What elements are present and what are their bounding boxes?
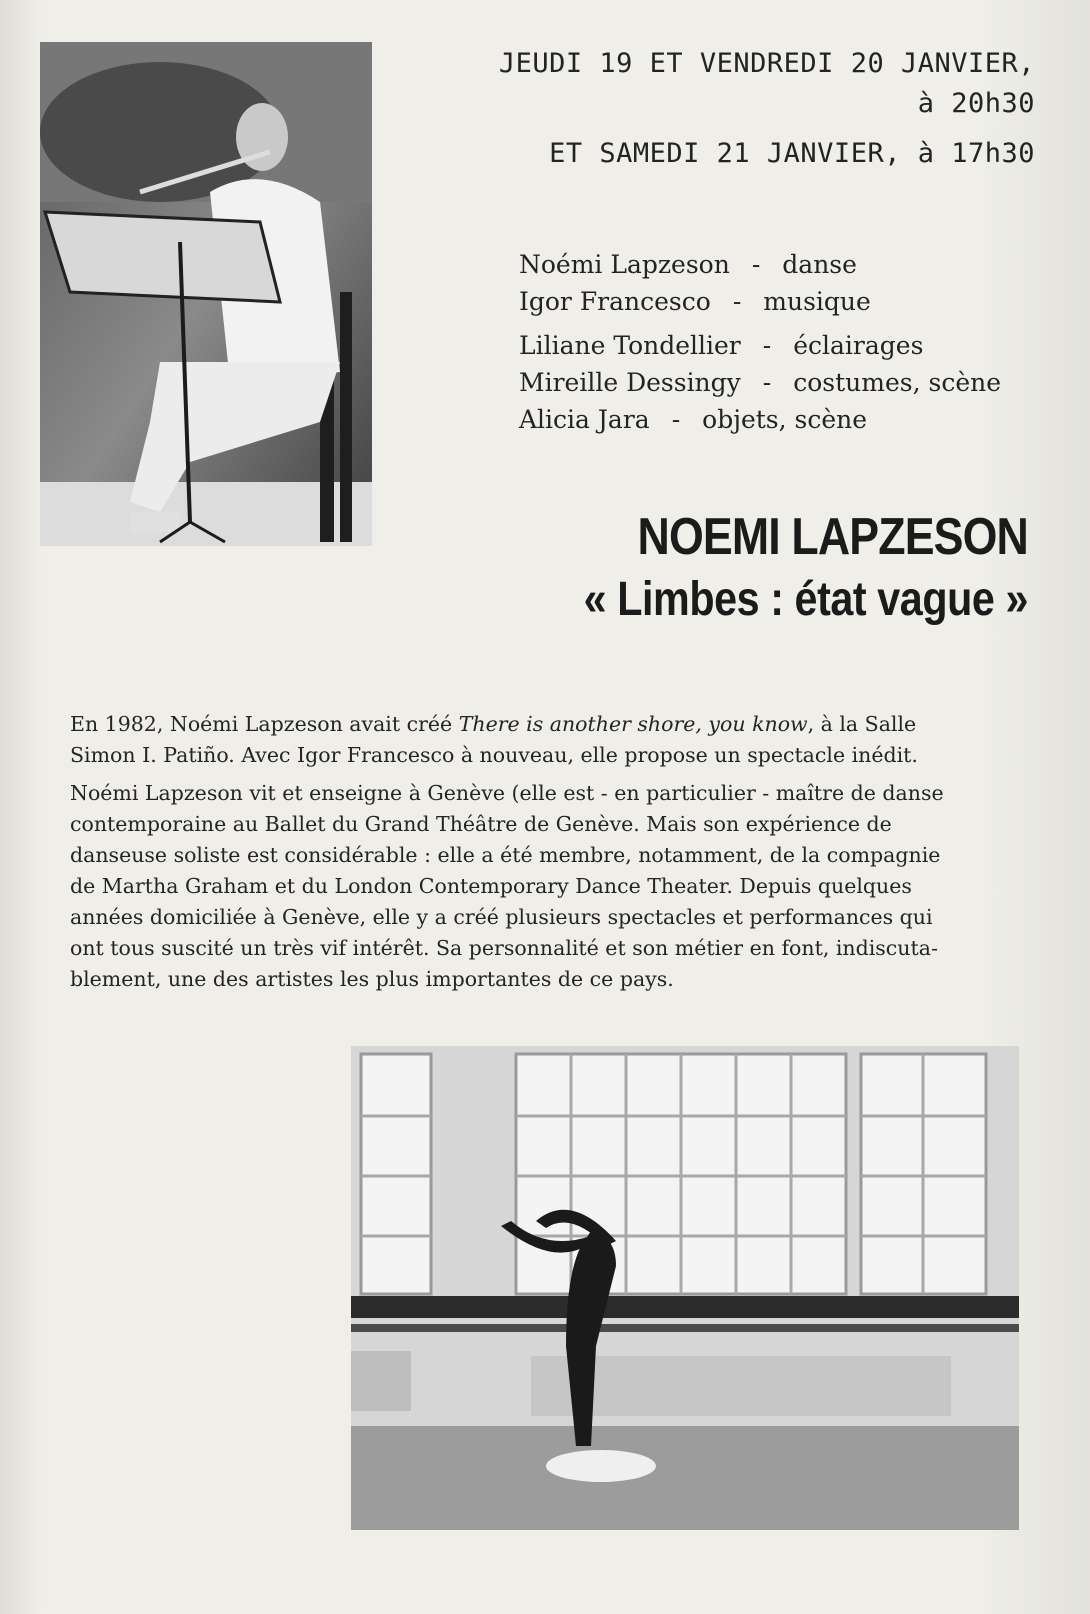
credit-row — [519, 283, 1039, 320]
credit-role: éclairages — [793, 331, 924, 360]
paragraph-line: Simon I. Patiño. Avec Igor Francesco à nouveau, elle propose un spectacle inédit. — [70, 743, 918, 767]
credit-separator: - — [751, 250, 761, 279]
credit-role: objets, scène — [702, 405, 868, 434]
show-title-block — [328, 506, 1028, 632]
credit-separator: - — [671, 405, 681, 434]
credit-separator: - — [762, 368, 772, 397]
description-text — [70, 709, 1020, 995]
credit-role: costumes, scène — [793, 368, 1002, 397]
schedule-line-1: JEUDI 19 ET VENDREDI 20 JANVIER, — [498, 48, 1035, 79]
paragraph-line: contemporaine au Ballet du Grand Théâtre de Genève. Mais son expérience de — [70, 812, 892, 836]
text-run: , à la Salle — [807, 712, 917, 736]
paragraph-line — [70, 709, 1020, 740]
bio-paragraph — [70, 778, 1020, 995]
credit-person: Alicia Jara — [519, 405, 650, 434]
credit-role: danse — [782, 250, 857, 279]
credit-separator: - — [762, 331, 772, 360]
artist-name-heading: NOEMI LAPZESON — [637, 508, 1028, 566]
performance-schedule — [395, 44, 1035, 174]
credit-person: Igor Francesco — [519, 287, 711, 316]
schedule-line-3: ET SAMEDI 21 JANVIER, à 17h30 — [549, 138, 1035, 169]
intro-paragraph — [70, 709, 1020, 771]
show-subtitle: « Limbes : état vague » — [583, 573, 1028, 626]
credit-row — [519, 327, 1039, 364]
work-title-italic: There is another shore, you know — [458, 712, 808, 736]
credits-list — [519, 246, 1039, 438]
credit-role: musique — [763, 287, 871, 316]
credit-person: Noémi Lapzeson — [519, 250, 730, 279]
paragraph-line: Noémi Lapzeson vit et enseigne à Genève (elle est - en particulier - maître de danse — [70, 781, 944, 805]
credit-row — [519, 401, 1039, 438]
paragraph-line: blement, une des artistes les plus importantes de ce pays. — [70, 967, 674, 991]
paragraph-line: ont tous suscité un très vif intérêt. Sa personnalité et son métier en font, indiscuta- — [70, 936, 938, 960]
paragraph-line: de Martha Graham et du London Contemporary Dance Theater. Depuis quelques — [70, 874, 912, 898]
paragraph-line: danseuse soliste est considérable : elle a été membre, notamment, de la compagnie — [70, 843, 941, 867]
credit-row — [519, 364, 1039, 401]
dancer-photo — [351, 1046, 1019, 1530]
flutist-photo — [40, 42, 372, 546]
text-run: En 1982, Noémi Lapzeson avait créé — [70, 712, 459, 736]
credit-row — [519, 246, 1039, 283]
schedule-line-2: à 20h30 — [917, 88, 1035, 119]
credit-person: Liliane Tondellier — [519, 331, 741, 360]
credit-person: Mireille Dessingy — [519, 368, 741, 397]
paragraph-line: années domiciliée à Genève, elle y a créé plusieurs spectacles et performances qui — [70, 905, 933, 929]
credit-separator: - — [732, 287, 742, 316]
